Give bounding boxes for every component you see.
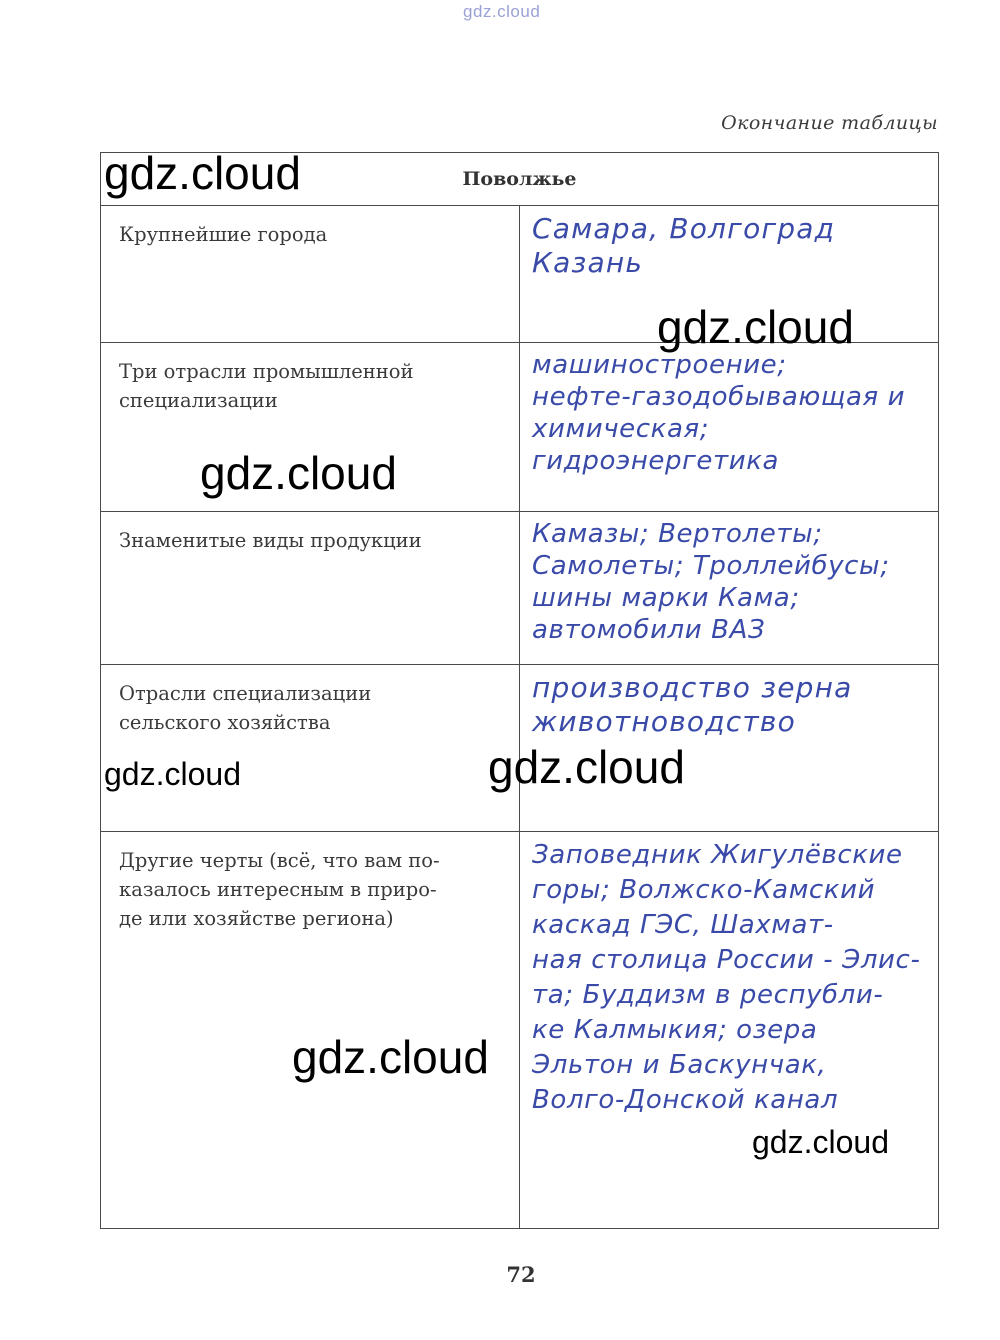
page-number: 72 <box>506 1262 536 1287</box>
answer-famous-products <box>520 512 939 665</box>
watermark-text: gdz.cloud <box>200 447 397 499</box>
handwritten-line: машиностроение; <box>532 350 787 380</box>
handwritten-line: Камазы; Вертолеты; <box>532 519 823 549</box>
handwritten-line: Волго-Донской канал <box>532 1085 839 1115</box>
label-line: Другие черты (всё, что вам по- <box>119 849 440 872</box>
table-header-region: Поволжье <box>101 153 939 206</box>
handwritten-line: горы; Волжско-Камский <box>532 875 876 905</box>
handwritten-line: животноводство <box>532 705 796 738</box>
handwritten-line: та; Буддизм в республи- <box>532 980 884 1010</box>
handwritten-line: Самолеты; Троллейбусы; <box>532 551 890 581</box>
watermark-text: gdz.cloud <box>292 1031 489 1083</box>
watermark-text: gdz.cloud <box>104 147 301 199</box>
handwritten-line: Казань <box>532 246 644 279</box>
handwritten-line: химическая; <box>532 414 710 444</box>
row-label-agriculture-specialization <box>101 665 520 832</box>
table-row <box>101 512 939 665</box>
handwritten-line: каскад ГЭС, Шахмат- <box>532 910 834 940</box>
top-site-watermark: gdz.cloud <box>463 2 541 21</box>
row-label-largest-cities <box>101 206 520 343</box>
handwritten-line: автомобили ВАЗ <box>532 615 766 645</box>
answer-other-features <box>520 832 939 1229</box>
handwritten-line: нефте-газодобывающая и <box>532 382 906 412</box>
label-line: сельского хозяйства <box>119 711 331 734</box>
label-line: казалось интересным в приро- <box>119 878 437 901</box>
handwritten-line: шины марки Кама; <box>532 583 800 613</box>
handwritten-line: Самара, Волгоград <box>532 212 836 245</box>
label-line: Знаменитые виды продукции <box>119 529 422 552</box>
label-line: специализации <box>119 389 278 412</box>
row-label-famous-products <box>101 512 520 665</box>
watermark-text: gdz.cloud <box>104 756 241 792</box>
table-continuation-caption: Окончание таблицы <box>721 112 938 134</box>
label-line: Отрасли специализации <box>119 682 372 705</box>
table-row <box>101 832 939 1229</box>
label-line: Три отрасли промышленной <box>119 360 414 383</box>
handwritten-line: ке Калмыкия; озера <box>532 1015 818 1045</box>
answer-industry-specialization <box>520 343 939 512</box>
handwritten-line: производство зерна <box>532 671 853 704</box>
handwritten-line: Эльтон и Баскунчак, <box>532 1050 827 1080</box>
handwritten-line: гидроэнергетика <box>532 446 780 476</box>
watermark-text: gdz.cloud <box>657 301 854 353</box>
watermark-text: gdz.cloud <box>488 741 685 793</box>
label-line: Крупнейшие города <box>119 223 328 246</box>
watermark-text: gdz.cloud <box>752 1124 889 1160</box>
label-line: де или хозяйстве региона) <box>119 907 394 930</box>
handwritten-line: Заповедник Жигулёвские <box>532 840 903 870</box>
handwritten-line: ная столица России - Элис- <box>532 945 921 975</box>
